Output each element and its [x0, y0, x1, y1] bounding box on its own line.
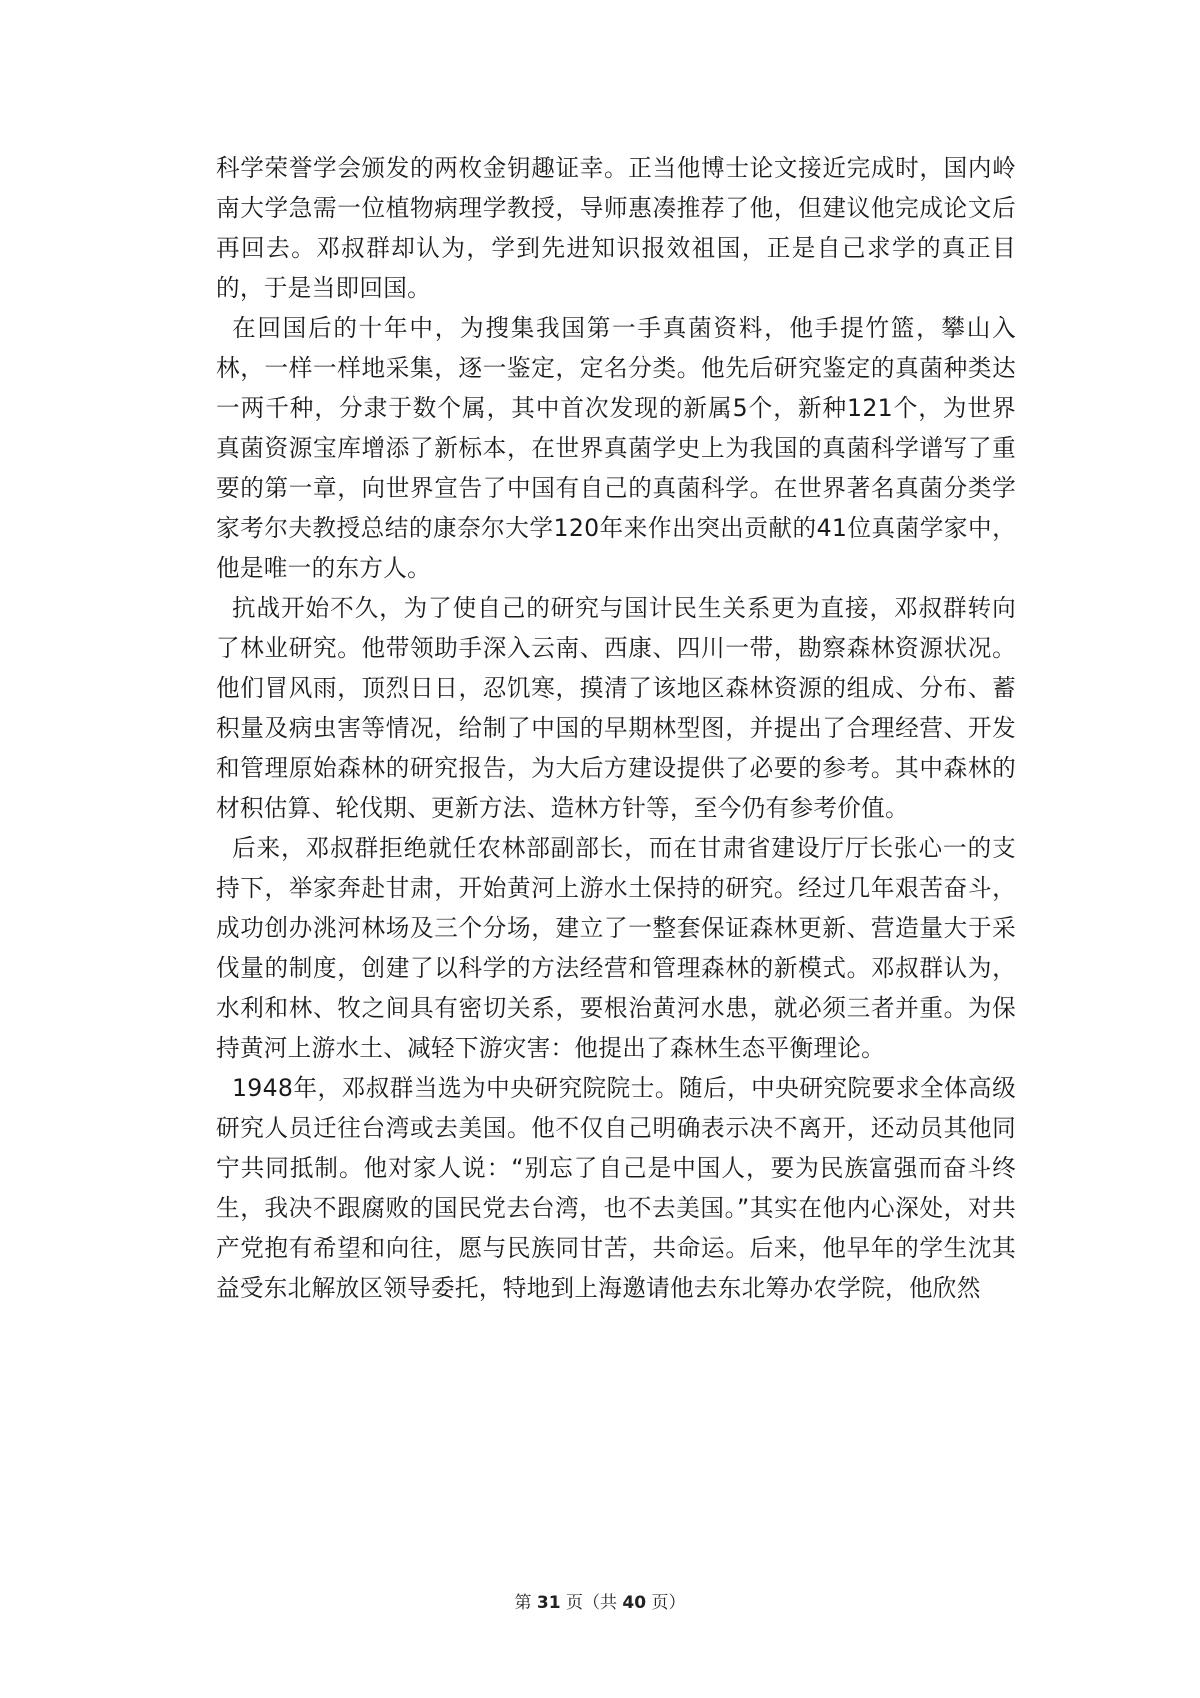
page-number: 31 — [536, 1593, 561, 1613]
page-footer — [0, 1588, 1200, 1613]
total-pages: 40 — [622, 1593, 647, 1613]
footer-prefix: 第 — [514, 1593, 532, 1613]
paragraph-2: 在回国后的十年中，为搜集我国第一手真菌资料，他手提竹篮，攀山入林，一样一样地采集，逐一鉴定，定名分类。他先后研究鉴定的真菌种类达一两千种，分隶于数个属，其中首次发现的新属5个，新种121个，为世界真菌资源宝库增添了新标本，在世界真菌学史上为我国的真菌科学谱写了重要的第一章，向世界宣告了中国有自己的真菌科学。在世界著名真菌分类学家考尔夫教授总结的康奈尔大学120年来作出突出贡献的41位真菌学家中，他是唯一的东方人。 — [216, 314, 1016, 582]
paragraph-4: 后来，邓叔群拒绝就任农林部副部长，而在甘肃省建设厅厅长张心一的支持下，举家奔赴甘肃，开始黄河上游水土保持的研究。经过几年艰苦奋斗，成功创办洮河林场及三个分场，建立了一整套保证森林更新、营造量大于采伐量的制度，创建了以科学的方法经营和管理森林的新模式。邓叔群认为，水利和林、牧之间具有密切关系，要根治黄河水患，就必须三者并重。为保持黄河上游水土、减轻下游灾害：他提出了森林生态平衡理论。 — [216, 834, 1016, 1062]
footer-middle: 页（共 — [566, 1593, 617, 1613]
footer-suffix: 页） — [651, 1593, 686, 1613]
paragraph-3: 抗战开始不久，为了使自己的研究与国计民生关系更为直接，邓叔群转向了林业研究。他带领助手深入云南、西康、四川一带，勘察森林资源状况。他们冒风雨，顶烈日日，忍饥寒，摸清了该地区森林资源的组成、分布、蓄积量及病虫害等情况，给制了中国的早期林型图，并提出了合理经营、开发和管理原始森林的研究报告，为大后方建设提供了必要的参考。其中森林的材积估算、轮伐期、更新方法、造林方针等，至今仍有参考价值。 — [216, 594, 1016, 822]
body-text — [216, 148, 1016, 1308]
paragraph-1: 科学荣誉学会颁发的两枚金钥趣证幸。正当他博士论文接近完成时，国内岭南大学急需一位植物病理学教授，导师惠凑推荐了他，但建议他完成论文后再回去。邓叔群却认为，学到先进知识报效祖国，正是自己求学的真正目的，于是当即回国。 — [216, 154, 1016, 302]
paragraph-5: 1948年，邓叔群当选为中央研究院院士。随后，中央研究院要求全体高级研究人员迁往台湾或去美国。他不仅自己明确表示决不离开，还动员其他同宁共同抵制。他对家人说：“别忘了自己是中国人，要为民族富强而奋斗终生，我决不跟腐败的国民党去台湾，也不去美国。”其实在他内心深处，对共产党抱有希望和向往，愿与民族同甘苦，共命运。后来，他早年的学生沈其益受东北解放区领导委托，特地到上海邀请他去东北筹办农学院，他欣然 — [216, 1074, 1016, 1302]
